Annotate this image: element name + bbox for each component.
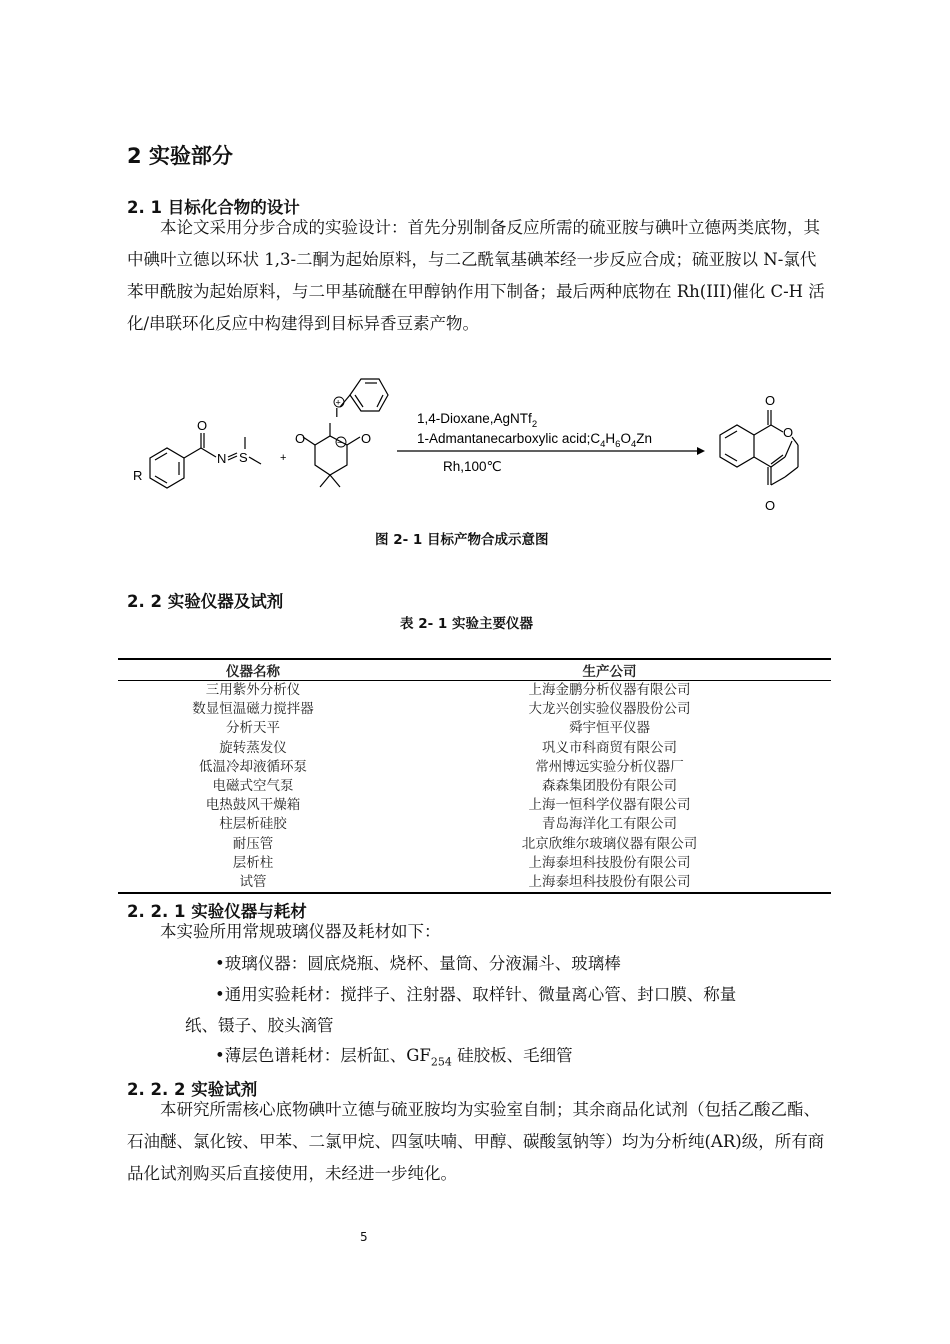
cell-company: 巩义市科商贸有限公司 — [542, 739, 677, 756]
cell-company: 森森集团股份有限公司 — [542, 778, 677, 795]
section-title: 2 实验部分 — [127, 144, 233, 168]
table-caption: 表 2- 1 实验主要仪器 — [400, 616, 533, 632]
cell-instrument: 柱层析硅胶 — [219, 816, 287, 833]
instrument-table — [118, 658, 831, 894]
cell-instrument: 电热鼓风干燥箱 — [205, 797, 301, 814]
subsection-heading-2-2-1: 2. 2. 1 实验仪器与耗材 — [127, 902, 307, 921]
cell-instrument: 电磁式空气泵 — [212, 778, 294, 795]
table-row — [118, 739, 831, 758]
scheme-atom-o5: O — [783, 425, 794, 440]
scheme-plus: + — [280, 452, 287, 464]
figure-caption: 图 2- 1 目标产物合成示意图 — [375, 532, 549, 548]
condition-solvent: 1,4-Dioxane,AgNTf$_2$ — [417, 411, 538, 430]
cell-instrument: 旋转蒸发仪 — [219, 739, 287, 756]
table-row — [118, 854, 831, 873]
table-row — [118, 815, 831, 834]
condition-additives: 1-Admantanecarboxylic $acid;C_4H_6O_4Zn$ — [417, 431, 653, 450]
consumables-intro: 本实验所用常规玻璃仪器及耗材如下： — [160, 922, 441, 941]
cell-instrument: 分析天平 — [226, 720, 280, 737]
condition-catalyst: Rh,100℃ — [443, 459, 502, 474]
bullet-consumables-cont: 纸、镊子、胶头滴管 — [185, 1016, 334, 1035]
scheme-atom-o2: O — [295, 431, 306, 446]
table-row — [118, 758, 831, 777]
reaction-scheme — [125, 365, 825, 510]
scheme-atom-o3: O — [361, 431, 372, 446]
table-header-row — [118, 659, 831, 681]
cell-company: 大龙兴创实验仪器股份公司 — [528, 701, 691, 718]
cell-company: 上海泰坦科技股份有限公司 — [528, 854, 691, 871]
table-row — [118, 835, 831, 854]
scheme-atom-n: N — [217, 451, 227, 466]
cell-instrument: 耐压管 — [232, 835, 274, 852]
scheme-atom-r: R — [133, 468, 143, 483]
table-row — [118, 700, 831, 719]
subsection-heading-2-2-2: 2. 2. 2 实验试剂 — [127, 1080, 258, 1099]
col-header-name: 仪器名称 — [118, 659, 388, 681]
cell-instrument: 三用紫外分析仪 — [205, 682, 301, 699]
cell-instrument: 低温冷却液循环泵 — [199, 758, 307, 775]
cell-company: 青岛海洋化工有限公司 — [542, 816, 677, 833]
scheme-charge-minus: − — [337, 437, 343, 448]
cell-instrument: 试管 — [118, 873, 388, 893]
bullet-consumables: •通用实验耗材：搅拌子、注射器、取样针、微量离心管、封口膜、称量 — [215, 985, 737, 1004]
cell-company: 上海一恒科学仪器有限公司 — [528, 797, 691, 814]
scheme-atom-s: S — [239, 450, 248, 465]
cell-company: 上海金鹏分析仪器有限公司 — [528, 682, 691, 699]
subsection-heading-2-1: 2. 1 目标化合物的设计 — [127, 198, 300, 217]
page-number: 5 — [360, 1230, 368, 1244]
cell-instrument: 数显恒温磁力搅拌器 — [192, 701, 314, 718]
cell-company: 北京欣维尔玻璃仪器有限公司 — [521, 835, 698, 852]
cell-company: 常州博远实验分析仪器厂 — [535, 758, 684, 775]
cell-instrument: 层析柱 — [232, 854, 274, 871]
scheme-charge-plus: + — [335, 397, 341, 408]
bullet-tlc: •薄层色谱耗材：层析缸、$GF_{254}$ 硅胶板、毛细管 — [215, 1046, 573, 1069]
scheme-atom-o6: O — [765, 498, 776, 510]
subsection-heading-2-2: 2. 2 实验仪器及试剂 — [127, 592, 284, 611]
design-paragraph: 本论文采用分步合成的实验设计：首先分别制备反应所需的硫亚胺与碘叶立德两类底物，其中碘叶立德以环状 1,3-二酮为起始原料，与二乙酰氧基碘苯经一步反应合成；硫亚胺以 N-氯代苯甲酰胺为起始原料，与二甲基硫醚在甲醇钠作用下制备；最后两种底物在 Rh(III)催化 C-H 活化/串联环化反应中构建得到目标异香豆素产物。 — [127, 218, 825, 333]
reagents-paragraph: 本研究所需核心底物碘叶立德与硫亚胺均为实验室自制；其余商品化试剂（包括乙酸乙酯、石油醚、氯化铵、甲苯、二氯甲烷、四氢呋喃、甲醇、碳酸氢钠等）均为分析纯(AR)级，所有商品化试剂购买后直接使用，未经进一步纯化。 — [127, 1100, 825, 1183]
table-row — [118, 873, 831, 893]
cell-company: 舜宇恒平仪器 — [569, 720, 650, 737]
table-row — [118, 719, 831, 738]
scheme-atom-i: I — [335, 405, 339, 420]
cell-company: 上海泰坦科技股份有限公司 — [388, 873, 831, 893]
table-row — [118, 796, 831, 815]
scheme-atom-o: O — [197, 418, 208, 433]
scheme-atom-o4: O — [765, 393, 776, 408]
table-row — [118, 681, 831, 701]
col-header-company: 生产公司 — [388, 659, 831, 681]
bullet-glassware: •玻璃仪器：圆底烧瓶、烧杯、量筒、分液漏斗、玻璃棒 — [215, 954, 621, 973]
table-row — [118, 777, 831, 796]
